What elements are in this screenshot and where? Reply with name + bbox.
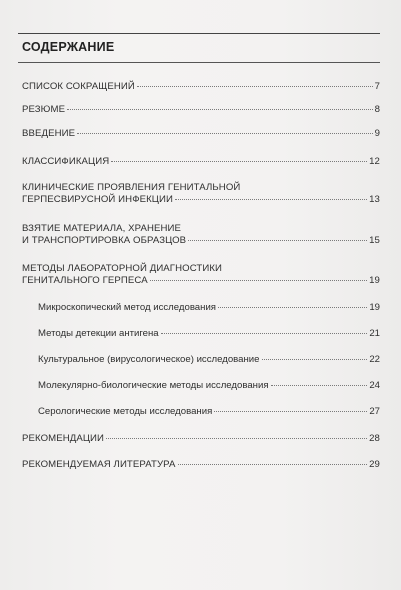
toc-page-number: 19 (369, 275, 380, 286)
toc-page-number: 28 (369, 433, 380, 444)
toc-entry-introduction (22, 128, 380, 140)
toc-entry-line (22, 104, 380, 116)
toc-entry-lab-diagnostics (22, 263, 380, 287)
toc-entry-line-1 (22, 263, 380, 275)
toc-leader-dots (218, 307, 367, 308)
toc-entry-line (22, 128, 380, 140)
toc-entry-title-part: МЕТОДЫ ЛАБОРАТОРНОЙ ДИАГНОСТИКИ (22, 263, 223, 274)
toc-entry-title: РЕКОМЕНДУЕМАЯ ЛИТЕРАТУРА (22, 459, 176, 470)
toc-leader-dots (77, 133, 372, 134)
toc-page-number: 12 (369, 156, 380, 167)
toc-entry-sample-collection (22, 223, 380, 247)
toc-leader-dots (67, 109, 372, 110)
toc-leader-dots (150, 280, 367, 281)
toc-page-number: 15 (369, 235, 380, 246)
toc-entry-title: ГЕНИТАЛЬНОГО ГЕРПЕСА (22, 275, 148, 286)
toc-entry-line-1 (22, 182, 380, 194)
toc-page-number: 19 (369, 302, 380, 313)
toc-entry-title-part: КЛИНИЧЕСКИЕ ПРОЯВЛЕНИЯ ГЕНИТАЛЬНОЙ (22, 182, 241, 193)
toc-entry-line-1 (22, 223, 380, 235)
toc-entry-line (38, 406, 380, 418)
toc-subentry-molecular (38, 380, 380, 392)
toc-leader-dots (111, 161, 367, 162)
toc-leader-dots (137, 86, 373, 87)
toc-entry-line (22, 275, 380, 287)
toc-entry-title: ГЕРПЕСВИРУСНОЙ ИНФЕКЦИИ (22, 194, 173, 205)
toc-leader-dots (106, 438, 367, 439)
toc-leader-dots (271, 385, 368, 386)
toc-page-number: 21 (369, 328, 380, 339)
top-rule (18, 33, 380, 34)
toc-page-number: 7 (374, 81, 380, 92)
toc-entry-line (38, 354, 380, 366)
toc-entry-title-part: ВЗЯТИЕ МАТЕРИАЛА, ХРАНЕНИЕ (22, 223, 182, 234)
toc-subentry-microscopy (38, 302, 380, 314)
toc-page-number: 27 (369, 406, 380, 417)
toc-entry-recommendations (22, 433, 380, 445)
toc-leader-dots (175, 199, 367, 200)
toc-entry-title: РЕКОМЕНДАЦИИ (22, 433, 105, 444)
toc-page-number: 29 (369, 459, 380, 470)
toc-entry-title: Серологические методы исследования (38, 406, 213, 417)
toc-entry-title: ВВЕДЕНИЕ (22, 128, 76, 139)
toc-entry-title: Молекулярно-биологические методы исследования (38, 380, 269, 391)
toc-leader-dots (161, 333, 368, 334)
toc-subentry-antigen-detection (38, 328, 380, 340)
toc-entry-summary (22, 104, 380, 116)
toc-subentry-culture (38, 354, 380, 366)
toc-entry-line (22, 194, 380, 206)
toc-entry-title: СПИСОК СОКРАЩЕНИЙ (22, 81, 135, 92)
toc-entry-clinical-manifestations (22, 182, 380, 206)
toc-leader-dots (188, 240, 367, 241)
toc-page-number: 24 (369, 380, 380, 391)
toc-entry-line (22, 81, 380, 93)
toc-entry-title: Методы детекции антигена (38, 328, 159, 339)
toc-subentry-serology (38, 406, 380, 418)
toc-entry-line (22, 156, 380, 168)
toc-entry-abbreviations (22, 81, 380, 93)
toc-entry-title: РЕЗЮМЕ (22, 104, 66, 115)
toc-page-number: 22 (369, 354, 380, 365)
toc-entry-title: КЛАССИФИКАЦИЯ (22, 156, 110, 167)
toc-entry-title: Культуральное (вирусологическое) исследование (38, 354, 260, 365)
toc-page-number: 9 (374, 128, 380, 139)
toc-entry-title: И ТРАНСПОРТИРОВКА ОБРАЗЦОВ (22, 235, 187, 246)
toc-leader-dots (178, 464, 368, 465)
toc-entry-line (22, 433, 380, 445)
toc-entry-line (38, 302, 380, 314)
toc-page-number: 8 (374, 104, 380, 115)
toc-leader-dots (214, 411, 367, 412)
toc-entry-line (38, 328, 380, 340)
toc-entry-title: Микроскопический метод исследования (38, 302, 216, 313)
toc-page-number: 13 (369, 194, 380, 205)
toc-entry-line (38, 380, 380, 392)
toc-leader-dots (262, 359, 368, 360)
toc-entry-line (22, 235, 380, 247)
toc-entry-literature (22, 459, 380, 471)
heading-rule (18, 62, 380, 63)
toc-entry-line (22, 459, 380, 471)
toc-heading: СОДЕРЖАНИЕ (22, 40, 115, 54)
toc-entry-classification (22, 156, 380, 168)
